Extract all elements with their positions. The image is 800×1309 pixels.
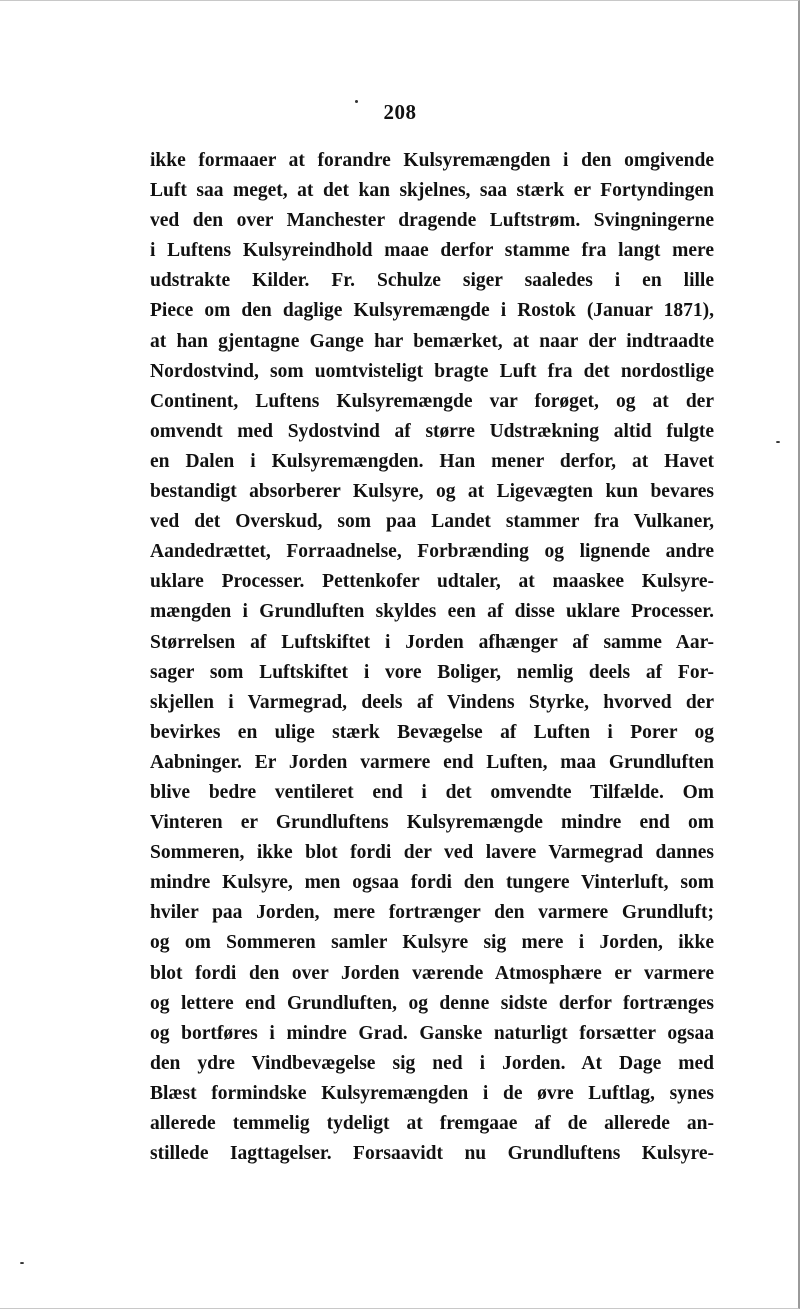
text-line: allerede temmelig tydeligt at fremgaae af de allerede an- — [150, 1113, 714, 1134]
text-line: i Luftens Kulsyreindhold maae derfor stamme fra langt mere — [150, 240, 714, 262]
text-line: at han gjentagne Gange har bemærket, at naar der indtraadte — [150, 330, 714, 352]
text-line: blot fordi den over Jorden værende Atmosphære er varmere — [150, 962, 714, 984]
page-number: 208 — [383, 100, 417, 124]
text-line: skjellen i Varmegrad, deels af Vindens Styrke, hvorved der — [150, 691, 714, 713]
text-line: og lettere end Grundluften, og denne sidste derfor fortrænges — [150, 992, 714, 1014]
text-line: ikke formaaer at forandre Kulsyremængden i den omgivende — [150, 150, 714, 171]
text-line: uklare Processer. Pettenkofer udtaler, at maaskee Kulsyre- — [150, 571, 714, 593]
text-line: omvendt med Sydostvind af større Udstrækning altid fulgte — [150, 420, 714, 442]
text-line: Luft saa meget, at det kan skjelnes, saa stærk er Fortyndingen — [150, 180, 714, 202]
text-line: og bortføres i mindre Grad. Ganske naturligt forsætter ogsaa — [150, 1022, 714, 1044]
body-text — [150, 146, 714, 1169]
text-line: og om Sommeren samler Kulsyre sig mere i Jorden, ikke — [150, 932, 714, 954]
text-line: Vinteren er Grundluftens Kulsyremængde mindre end om — [150, 812, 714, 834]
text-line: Aabninger. Er Jorden varmere end Luften, maa Grundluften — [150, 751, 714, 773]
text-line: Piece om den daglige Kulsyremængde i Rostok (Januar 1871), — [150, 300, 714, 322]
text-line: blive bedre ventileret end i det omvendte Tilfælde. Om — [150, 781, 714, 803]
text-line: hviler paa Jorden, mere fortrænger den varmere Grundluft; — [150, 902, 714, 924]
text-line: Sommeren, ikke blot fordi der ved lavere Varmegrad dannes — [150, 842, 714, 864]
text-line: Continent, Luftens Kulsyremængde var forøget, og at der — [150, 390, 714, 412]
text-line: mængden i Grundluften skyldes een af disse uklare Processer. — [150, 601, 714, 623]
text-line: stillede Iagttagelser. Forsaavidt nu Grundluftens Kulsyre- — [150, 1143, 714, 1165]
text-line: mindre Kulsyre, men ogsaa fordi den tungere Vinterluft, som — [150, 872, 714, 894]
text-line: bevirkes en ulige stærk Bevægelse af Luften i Porer og — [150, 721, 714, 743]
text-line: Blæst formindske Kulsyremængden i de øvre Luftlag, synes — [150, 1082, 714, 1104]
text-line: en Dalen i Kulsyremængden. Han mener derfor, at Havet — [150, 450, 714, 472]
text-line: den ydre Vindbevægelse sig ned i Jorden. At Dage med — [150, 1052, 714, 1074]
text-line: Aandedrættet, Forraadnelse, Forbrænding og lignende andre — [150, 541, 714, 563]
text-line: Størrelsen af Luftskiftet i Jorden afhænger af samme Aar- — [150, 631, 714, 653]
print-speck — [20, 1262, 24, 1264]
text-line: udstrakte Kilder. Fr. Schulze siger saaledes i en lille — [150, 270, 714, 292]
print-speck — [776, 441, 780, 443]
text-line: bestandigt absorberer Kulsyre, og at Ligevægten kun bevares — [150, 481, 714, 503]
text-line: sager som Luftskiftet i vore Boliger, nemlig deels af For- — [150, 661, 714, 683]
text-line: ved det Overskud, som paa Landet stammer fra Vulkaner, — [150, 511, 714, 533]
text-line: Nordostvind, som uomtvisteligt bragte Luft fra det nordostlige — [150, 360, 714, 382]
text-line: ved den over Manchester dragende Luftstrøm. Svingningerne — [150, 210, 714, 232]
